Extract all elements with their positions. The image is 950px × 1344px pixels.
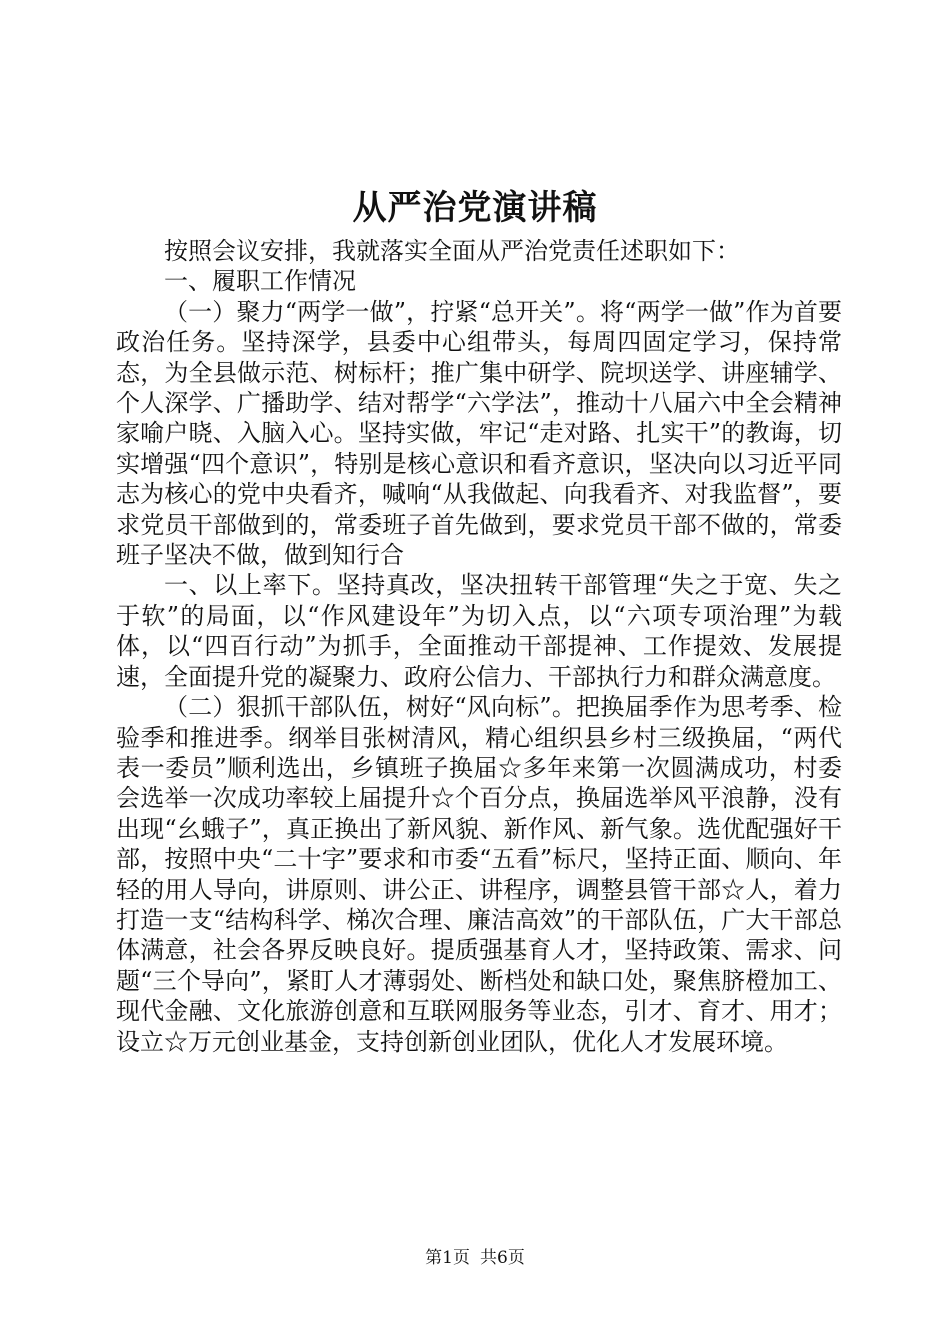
body-paragraph: 一、以上率下。坚持真改，坚决扭转干部管理“失之于宽、失之于软”的局面，以“作风建设年”为切入点，以“六项专项治理”为载体，以“四百行动”为抓手，全面推动干部提神、工作提效、发展提速，全面提升党的凝聚力、政府公信力、干部执行力和群众满意度。 bbox=[116, 571, 842, 691]
page-footer bbox=[0, 1246, 950, 1270]
section-heading: 一、履职工作情况 bbox=[164, 267, 356, 296]
document-body bbox=[116, 236, 842, 1057]
page-number: 第1页 bbox=[425, 1248, 470, 1268]
body-paragraph: （一）聚力“两学一做”，拧紧“总开关”。将“两学一做”作为首要政治任务。坚持深学，县委中心组带头，每周四固定学习，保持常态，为全县做示范、树标杆；推广集中研学、院坝送学、讲座辅学、个人深学、广播助学、结对帮学“六学法”，推动十八届六中全会精神家喻户晓、入脑入心。坚持实做，牢记“走对路、扎实干”的教诲，切实增强“四个意识”，特别是核心意识和看齐意识，坚决向以习近平同志为核心的党中央看齐，喊响“从我做起、向我看齐、对我监督”，要求党员干部做到的，常委班子首先做到，要求党员干部不做的，常委班子坚决不做，做到知行合 bbox=[116, 297, 842, 570]
document-title: 从严治党演讲稿 bbox=[352, 188, 598, 228]
intro-paragraph: 按照会议安排，我就落实全面从严治党责任述职如下： bbox=[164, 237, 740, 265]
page-total: 共6页 bbox=[480, 1248, 525, 1268]
body-paragraph: （二）狠抓干部队伍，树好“风向标”。把换届季作为思考季、检验季和推进季。纲举目张树清风，精心组织县乡村三级换届，“两代表一委员”顺利选出，乡镇班子换届☆多年来第一次圆满成功，村委会选举一次成功率较上届提升☆个百分点，换届选举风平浪静，没有出现“幺蛾子”，真正换出了新风貌、新作风、新气象。选优配强好干部，按照中央“二十字”要求和市委“五看”标尺，坚持正面、顺向、年轻的用人导向，讲原则、讲公正、讲程序，调整县管干部☆人，着力打造一支“结构科学、梯次合理、廉洁高效”的干部队伍，广大干部总体满意，社会各界反映良好。提质强基育人才，坚持政策、需求、问题“三个导向”，紧盯人才薄弱处、断档处和缺口处，聚焦脐橙加工、现代金融、文化旅游创意和互联网服务等业态，引才、育才、用才；设立☆万元创业基金，支持创新创业团队，优化人才发展环境。 bbox=[116, 693, 842, 1056]
